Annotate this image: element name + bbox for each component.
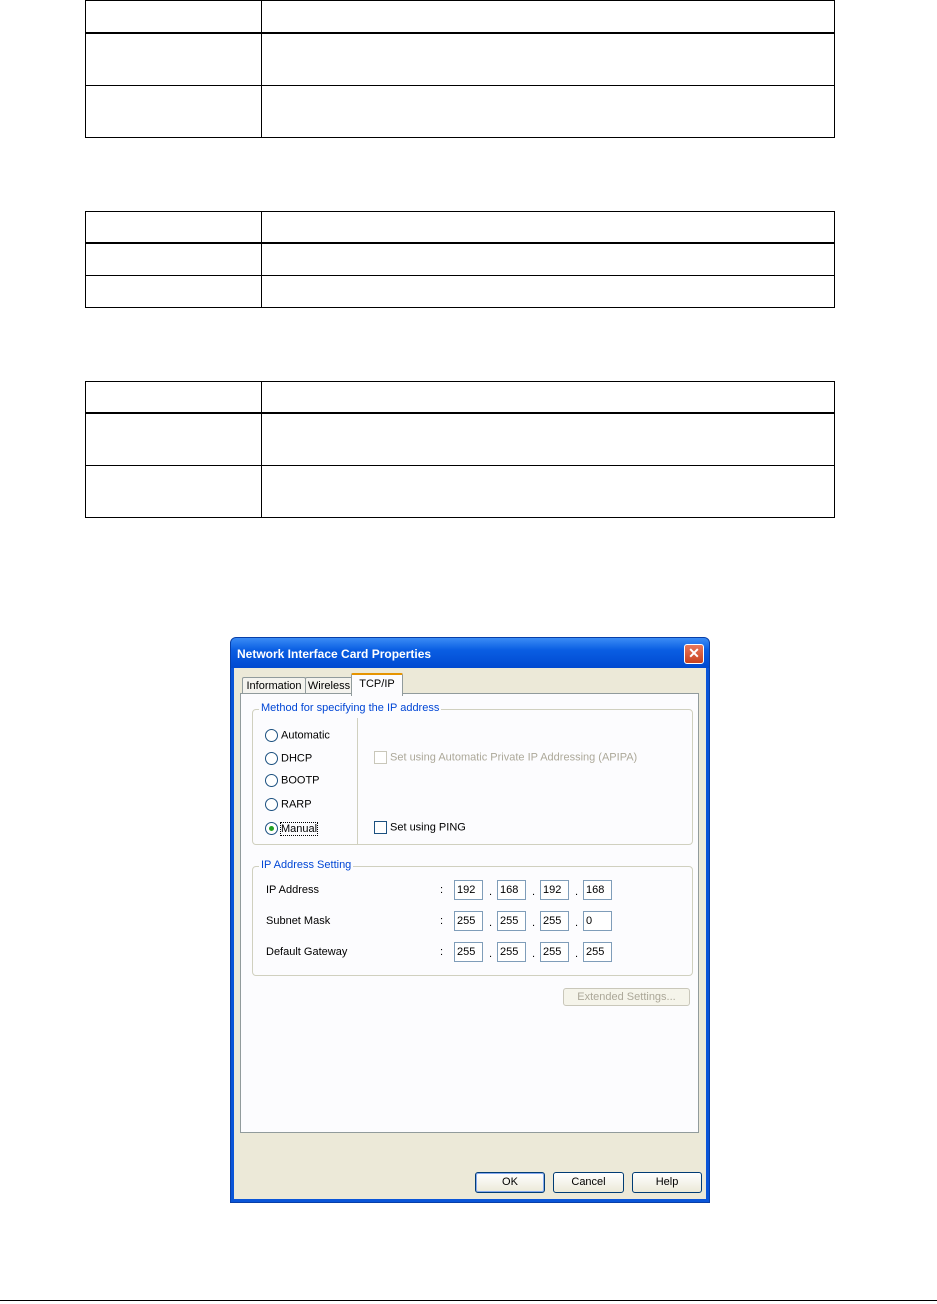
- tab-tcpip[interactable]: TCP/IP: [351, 673, 403, 696]
- subnet-mask-octet-3[interactable]: 255: [540, 911, 569, 931]
- octet-dot: .: [575, 917, 579, 929]
- apipa-checkbox-row[interactable]: [374, 751, 637, 764]
- method-group-legend: Method for specifying the IP address: [261, 702, 440, 714]
- colon: :: [440, 946, 444, 958]
- radio-button-selected[interactable]: [265, 822, 278, 835]
- ip-group-legend: IP Address Setting: [261, 859, 352, 871]
- doc-table-1: [85, 0, 835, 138]
- gateway-octet-1[interactable]: 255: [454, 942, 483, 962]
- octet-dot: .: [532, 917, 536, 929]
- gateway-octet-3[interactable]: 255: [540, 942, 569, 962]
- subnet-mask-octet-4[interactable]: 0: [583, 911, 612, 931]
- radio-automatic[interactable]: Automatic: [265, 729, 330, 742]
- tcpip-panel: [240, 693, 699, 1133]
- ip-address-octet-4[interactable]: 168: [583, 880, 612, 900]
- subnet-mask-octet-2[interactable]: 255: [497, 911, 526, 931]
- dialog-title: Network Interface Card Properties: [237, 647, 432, 661]
- title-bar[interactable]: [231, 638, 709, 668]
- ping-checkbox-row[interactable]: [374, 821, 466, 834]
- radio-button[interactable]: [265, 798, 278, 811]
- radio-button[interactable]: [265, 774, 278, 787]
- colon: :: [440, 884, 444, 896]
- octet-dot: .: [575, 948, 579, 960]
- ip-address-octet-1[interactable]: 192: [454, 880, 483, 900]
- colon: :: [440, 915, 444, 927]
- radio-dhcp[interactable]: DHCP: [265, 752, 312, 765]
- radio-button[interactable]: [265, 752, 278, 765]
- radio-bootp[interactable]: BOOTP: [265, 774, 320, 787]
- ip-address-octet-2[interactable]: 168: [497, 880, 526, 900]
- apipa-label: Set using Automatic Private IP Addressing (APIPA): [390, 751, 638, 764]
- octet-dot: .: [532, 948, 536, 960]
- ip-address-label: IP Address: [266, 884, 319, 896]
- subnet-mask-label: Subnet Mask: [266, 915, 331, 927]
- radio-dot-icon: [269, 826, 274, 831]
- radio-button[interactable]: [265, 729, 278, 742]
- gateway-octet-4[interactable]: 255: [583, 942, 612, 962]
- octet-dot: .: [532, 886, 536, 898]
- radio-rarp[interactable]: RARP: [265, 798, 312, 811]
- ip-address-group: [252, 859, 693, 976]
- nic-properties-dialog: [230, 637, 710, 1203]
- close-icon: ✕: [688, 645, 700, 661]
- octet-dot: .: [489, 886, 493, 898]
- octet-dot: .: [575, 886, 579, 898]
- dialog-client: [234, 668, 706, 1199]
- footer-rule: [0, 1300, 937, 1301]
- gateway-octet-2[interactable]: 255: [497, 942, 526, 962]
- method-divider: [357, 718, 358, 844]
- cancel-button[interactable]: Cancel: [553, 1172, 624, 1193]
- ping-checkbox[interactable]: [374, 821, 387, 834]
- tab-wireless[interactable]: Wireless: [305, 677, 353, 694]
- octet-dot: .: [489, 948, 493, 960]
- method-group: [252, 702, 693, 845]
- doc-table-2: [85, 211, 835, 308]
- radio-manual[interactable]: Manual: [265, 822, 317, 835]
- default-gateway-label: Default Gateway: [266, 946, 348, 958]
- ping-label: Set using PING: [390, 821, 466, 834]
- ip-address-octet-3[interactable]: 192: [540, 880, 569, 900]
- close-button[interactable]: [684, 644, 704, 664]
- extended-settings-button[interactable]: Extended Settings...: [563, 988, 690, 1006]
- doc-table-3: [85, 381, 835, 518]
- tab-information[interactable]: Information: [242, 677, 306, 694]
- octet-dot: .: [489, 917, 493, 929]
- apipa-checkbox[interactable]: [374, 751, 387, 764]
- subnet-mask-octet-1[interactable]: 255: [454, 911, 483, 931]
- ok-button[interactable]: OK: [475, 1172, 545, 1193]
- help-button[interactable]: Help: [632, 1172, 702, 1193]
